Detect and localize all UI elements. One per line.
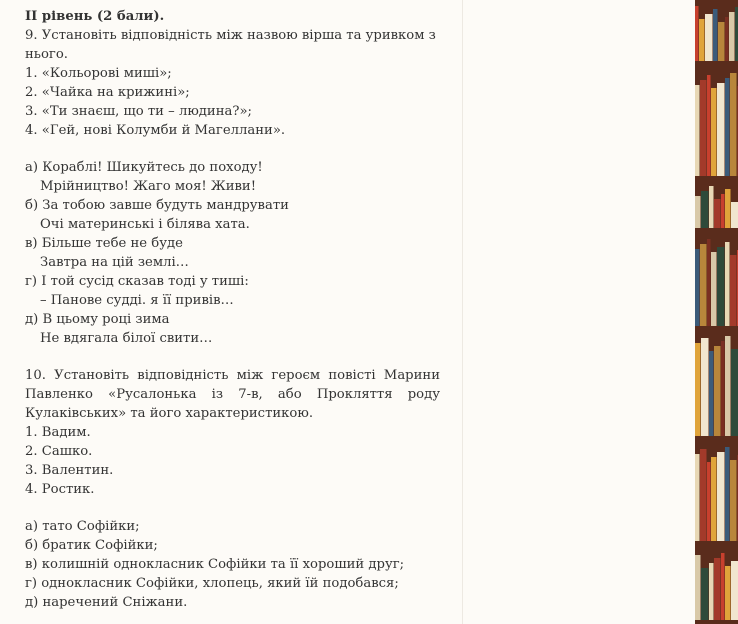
book-spine (711, 457, 717, 541)
book-spine (701, 568, 709, 620)
question-9-option-line: Не вдягала білої свити… (40, 331, 213, 346)
book-spine (731, 349, 738, 436)
blank-area (463, 0, 695, 624)
book-spine (709, 351, 714, 436)
question-9-option: а) Кораблі! Шикуйтесь до походу! (25, 160, 263, 175)
book-spine (717, 452, 725, 541)
book-spine (695, 454, 700, 541)
book-spine (725, 566, 731, 620)
book-spine (711, 88, 717, 176)
question-9-option: д) В цьому році зима (25, 312, 170, 327)
book-spine (725, 189, 731, 228)
question-9-option: г) І той сусід сказав тоді у тиші: (25, 274, 249, 289)
question-10-option: в) колишній однокласник Софійки та її хороший друг; (25, 557, 405, 572)
book-spine (709, 563, 714, 620)
book-spine (717, 83, 725, 176)
book-spine (695, 343, 701, 436)
question-10-option: б) братик Софійки; (25, 538, 158, 553)
book-spine (705, 14, 713, 61)
book-spine (731, 561, 738, 620)
question-10-item: 4. Ростик. (25, 482, 95, 497)
shelf-board (695, 228, 738, 234)
book-spine (695, 85, 700, 176)
shelf-board (695, 61, 738, 67)
book-spine (730, 73, 737, 176)
question-9-title: 9. Установіть відповідність між назвою вірша та уривком з нього. (25, 28, 436, 62)
bookshelf-image (695, 0, 738, 624)
book-spine (701, 191, 709, 228)
question-9-item: 2. «Чайка на крижині»; (25, 85, 190, 100)
book-spine (730, 460, 737, 541)
book-spine (707, 75, 711, 176)
book-spine (718, 22, 725, 61)
section-heading: ІІ рівень (2 бали). (25, 9, 165, 24)
question-10-item: 2. Сашко. (25, 444, 93, 459)
shelf-board (695, 620, 738, 624)
book-spine (700, 244, 707, 326)
book-spine (707, 239, 711, 326)
book-spine (725, 336, 731, 436)
shelf-board (695, 541, 738, 547)
book-spine (721, 194, 725, 228)
book-spine (730, 255, 737, 326)
book-spine (701, 338, 709, 436)
spacer (25, 140, 440, 158)
question-9-option: б) За тобою завше будуть мандрувати (25, 198, 289, 213)
question-9-option-line: Мрійництво! Жаго моя! Живи! (40, 179, 257, 194)
question-9-item: 4. «Гей, нові Колумби й Магеллани». (25, 123, 286, 138)
question-10-option: а) тато Софійки; (25, 519, 140, 534)
book-spine (725, 242, 730, 326)
shelf-board (695, 436, 738, 442)
book-spine (707, 462, 711, 541)
article-text (25, 7, 440, 612)
book-spine (709, 186, 714, 228)
book-spine (725, 447, 730, 541)
book-spine (711, 252, 717, 326)
question-10-option: д) наречений Сніжани. (25, 595, 188, 610)
book-spine (714, 199, 721, 228)
question-9-item: 3. «Ти знаєш, що ти – людина?»; (25, 104, 252, 119)
book-spine (695, 6, 699, 61)
question-10-option: г) однокласник Софійки, хлопець, який їй подобався; (25, 576, 399, 591)
book-spine (721, 553, 725, 620)
book-spine (725, 17, 729, 61)
book-spine (700, 449, 707, 541)
book-spine (695, 555, 701, 620)
shelf-board (695, 326, 738, 332)
book-spine (695, 196, 701, 228)
question-9-option-line: Очі материнські і білява хата. (40, 217, 250, 232)
shelf-board (695, 176, 738, 182)
book-spine (725, 78, 730, 176)
question-10-item: 3. Валентин. (25, 463, 114, 478)
question-10-item: 1. Вадим. (25, 425, 91, 440)
question-10-title: 10. Установіть відповідність між героєм повісті Марини Павленко «Русалонька із 7-в, або Прокляття роду Кулаківських» та його характеристикою. (25, 368, 440, 421)
question-9-option: в) Більше тебе не буде (25, 236, 183, 251)
spacer (25, 499, 440, 517)
book-spine (714, 558, 721, 620)
book-spine (721, 341, 725, 436)
book-spine (714, 346, 721, 436)
question-9-item: 1. «Кольорові миші»; (25, 66, 172, 81)
book-spine (695, 249, 700, 326)
book-spine (717, 247, 725, 326)
spacer (25, 348, 440, 366)
book-spine (699, 19, 705, 61)
bookshelf-icon (695, 0, 738, 624)
book-spine (731, 202, 738, 228)
question-9-option-line: – Панове судді. я її привів… (40, 293, 234, 308)
book-spine (713, 9, 718, 61)
question-9-option-line: Завтра на цій землі… (40, 255, 189, 270)
book-spine (729, 12, 735, 61)
book-spine (700, 80, 707, 176)
